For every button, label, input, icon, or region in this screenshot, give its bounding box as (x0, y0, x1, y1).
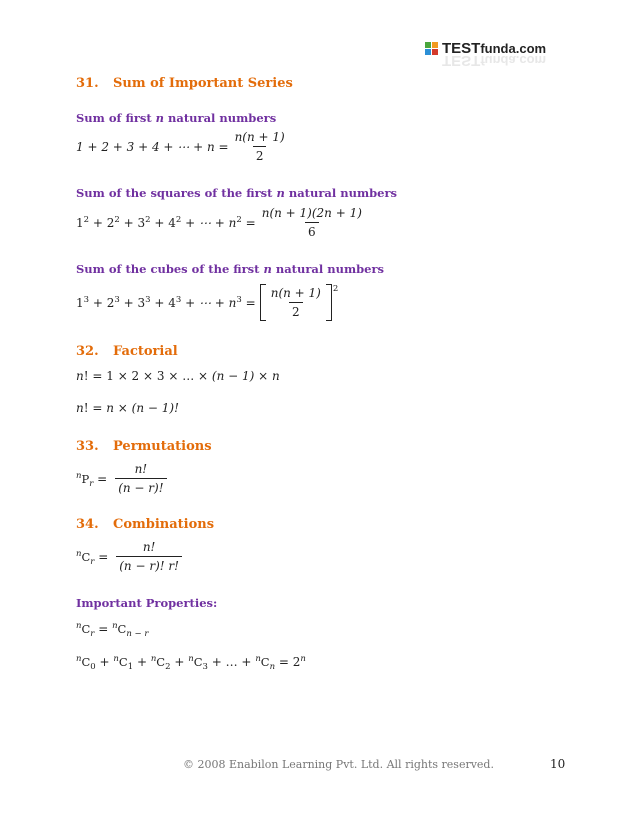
cube-term-5: + ⋯ + n (181, 295, 237, 310)
logo-reflection-rest: funda.com (480, 53, 547, 68)
sq-term-1: 1 (76, 215, 84, 230)
logo-grid-icon (425, 42, 439, 56)
formula-sum-squares (76, 206, 368, 239)
section-32-number: 32. (76, 344, 99, 359)
sq-exp-4: 2 (175, 214, 182, 225)
sq-exp-2: 2 (114, 214, 120, 225)
section-34-title: Combinations (113, 517, 215, 532)
prop1-sub2: n − r (126, 629, 149, 639)
prop2-term-4-sym: C (260, 655, 270, 669)
fact2-paren: (n − 1)! (131, 401, 179, 415)
fact2-n2: n (106, 401, 114, 415)
comb-sym: C (81, 549, 91, 564)
prop1-sym2: C (117, 622, 127, 636)
fact1-n: n (76, 369, 84, 383)
prop1-equals: = (94, 622, 113, 636)
section-31-title: Sum of Important Series (113, 76, 293, 91)
comb-denominator: (n − r)! r! (116, 556, 182, 573)
formula-squares-lhs (76, 216, 256, 230)
logo-bold-text: TEST (442, 40, 481, 57)
prop2-term-4 (255, 654, 301, 672)
section-32-title: Factorial (113, 344, 178, 359)
formula-sum-fraction (232, 130, 288, 163)
formula-cubes-denominator: 2 (289, 302, 303, 319)
subheading-cubes-post: natural numbers (271, 262, 385, 276)
prop2-term-2 (150, 654, 189, 672)
formula-combination (76, 540, 185, 573)
fact2-rest: ! = (83, 401, 107, 415)
subheading-squares-pre: Sum of the squares of the first (76, 186, 277, 200)
prop2-term-2-pre: n (150, 654, 157, 664)
prop2-term-3-after: + … + (207, 655, 256, 669)
comb-numerator: n! (142, 540, 156, 554)
prop2-term-3-sub: 3 (202, 662, 208, 672)
sq-term-2: + 2 (89, 215, 115, 230)
perm-numerator: n! (134, 462, 148, 476)
formula-sum-natural (76, 130, 291, 163)
formula-factorial-2 (76, 401, 179, 415)
perm-lhs (76, 470, 108, 489)
formula-cubes-bracket (260, 284, 332, 321)
subheading-natural-post: natural numbers (164, 111, 277, 125)
formula-permutation (76, 462, 170, 495)
formula-sum-lhs: 1 + 2 + 3 + 4 + ⋯ + n = (76, 139, 229, 154)
sq-exp-1: 2 (83, 214, 90, 225)
comb-sub: r (90, 556, 95, 567)
section-33-number: 33. (76, 439, 99, 454)
prop2-term-3-sym: C (193, 655, 203, 669)
page-number: 10 (550, 757, 566, 771)
cube-exp-5: 3 (236, 294, 242, 305)
fact1-times: × (254, 369, 272, 383)
sq-exp-3: 2 (145, 214, 151, 225)
logo-rest-text: funda.com (480, 41, 547, 56)
prop2-term-3 (188, 654, 256, 672)
cube-exp-3: 3 (145, 294, 151, 305)
formula-property-1 (76, 621, 149, 639)
cube-exp-2: 3 (114, 294, 120, 305)
prop1-pre2: n (112, 621, 118, 631)
prop2-term-0-pre: n (76, 654, 82, 664)
formula-cubes-numerator: n(n + 1) (270, 286, 321, 300)
comb-lhs (76, 548, 109, 567)
formula-sum-denominator: 2 (253, 146, 267, 163)
section-33-title: Permutations (113, 439, 212, 454)
formula-sum-cubes (76, 284, 338, 321)
perm-denominator: (n − r)! (115, 478, 166, 495)
cube-exp-1: 3 (83, 294, 90, 305)
prop2-term-0-sym: C (81, 655, 91, 669)
prop2-term-4-sub: n (269, 662, 276, 672)
subheading-squares-var: n (276, 186, 285, 200)
comb-fraction (116, 540, 182, 573)
right-bracket (326, 284, 332, 321)
subheading-cubes-pre: Sum of the cubes of the first (76, 262, 264, 276)
cube-exp-4: 3 (175, 294, 182, 305)
perm-sub: r (89, 478, 94, 489)
prop2-term-0 (76, 654, 114, 672)
fact1-rest: ! = 1 × 2 × 3 × … × (83, 369, 212, 383)
formula-squares-numerator: n(n + 1)(2n + 1) (261, 206, 362, 220)
prop1-pre: n (76, 621, 82, 631)
perm-pre: n (76, 470, 82, 481)
sq-term-5: + ⋯ + n (181, 215, 237, 230)
subheading-cubes-var: n (263, 262, 272, 276)
prop1-sym: C (81, 622, 91, 636)
left-bracket (260, 284, 266, 321)
fact2-n: n (76, 401, 84, 415)
formula-squares-fraction (259, 206, 365, 239)
cube-term-3: + 3 (119, 295, 146, 310)
prop2-term-0-after: + (95, 655, 114, 669)
subheading-cubes (76, 262, 384, 276)
sq-equals: = (241, 215, 256, 230)
prop2-term-1 (113, 654, 151, 672)
subheading-properties: Important Properties: (76, 596, 218, 610)
prop2-term-4-pre: n (255, 654, 261, 664)
prop2-term-4-after: = 2 (275, 655, 301, 669)
formula-cubes-fraction (268, 286, 324, 319)
sq-term-4: + 4 (150, 215, 176, 230)
subheading-natural-pre: Sum of first (76, 111, 156, 125)
cube-term-2: + 2 (89, 295, 115, 310)
logo-reflection-bold: TEST (442, 52, 481, 69)
sq-term-3: + 3 (119, 215, 146, 230)
sq-exp-5: 2 (236, 214, 242, 225)
prop2-term-1-sym: C (118, 655, 128, 669)
section-31-number: 31. (76, 76, 99, 91)
fact1-end: n (272, 369, 280, 383)
prop2-term-1-sub: 1 (127, 662, 134, 672)
cube-equals: = (241, 295, 256, 310)
formula-cubes-lhs (76, 296, 256, 310)
subheading-natural (76, 111, 276, 125)
section-34-number: 34. (76, 517, 99, 532)
cube-term-4: + 4 (150, 295, 176, 310)
formula-squares-denominator: 6 (305, 222, 319, 239)
perm-equals: = (93, 471, 108, 486)
fact2-times: × (113, 401, 132, 415)
subheading-squares-post: natural numbers (284, 186, 397, 200)
prop1-sub: r (90, 629, 95, 639)
prop2-exponent: n (300, 654, 306, 664)
comb-equals: = (94, 549, 109, 564)
cube-term-1: 1 (76, 295, 84, 310)
footer-copyright: © 2008 Enabilon Learning Pvt. Ltd. All rights reserved. (183, 758, 494, 771)
formula-property-2 (76, 654, 306, 672)
prop2-term-1-pre: n (113, 654, 119, 664)
prop2-term-2-sym: C (156, 655, 166, 669)
perm-sym: P (81, 471, 90, 486)
subheading-squares (76, 186, 397, 200)
formula-factorial-1 (76, 369, 280, 383)
fact1-paren: (n − 1) (211, 369, 255, 383)
prop2-term-1-after: + (133, 655, 151, 669)
prop2-term-2-sub: 2 (165, 662, 171, 672)
subheading-natural-var: n (155, 111, 165, 125)
formula-cubes-outer-exp: 2 (332, 284, 339, 294)
prop2-term-0-sub: 0 (90, 662, 96, 672)
prop2-term-3-pre: n (188, 654, 194, 664)
formula-sum-numerator: n(n + 1) (234, 130, 285, 144)
comb-pre: n (76, 548, 82, 559)
prop2-term-2-after: + (170, 655, 189, 669)
perm-fraction (115, 462, 166, 495)
